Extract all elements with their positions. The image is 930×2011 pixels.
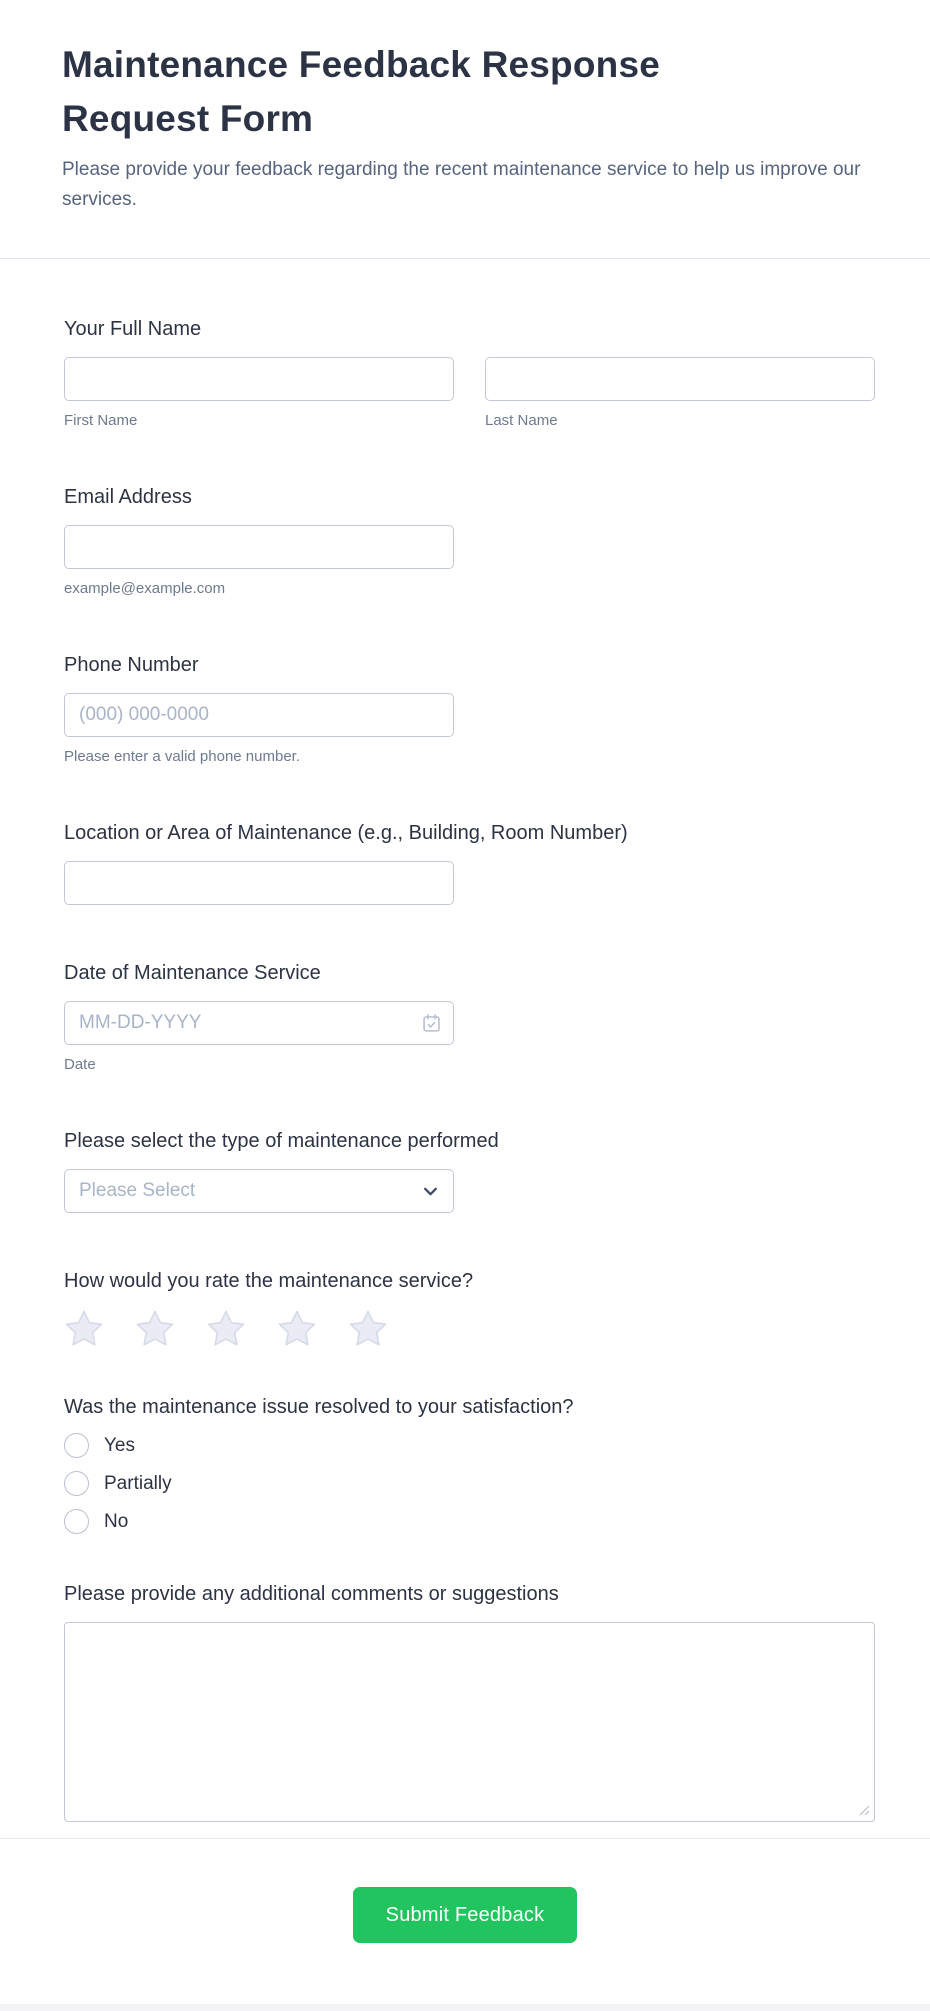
field-phone bbox=[64, 653, 875, 765]
first-name-sublabel: First Name bbox=[64, 412, 138, 430]
form-footer bbox=[0, 1839, 930, 1943]
comments-textarea[interactable] bbox=[64, 1622, 875, 1822]
field-maintenance-type bbox=[64, 1129, 875, 1213]
comments-textarea-wrap bbox=[64, 1622, 875, 1822]
comments-label: Please provide any additional comments or suggestions bbox=[64, 1583, 559, 1606]
star-icon[interactable] bbox=[206, 1309, 246, 1347]
first-name-col bbox=[64, 357, 454, 429]
field-email bbox=[64, 485, 875, 597]
phone-sublabel: Please enter a valid phone number. bbox=[64, 748, 300, 766]
phone-label: Phone Number bbox=[64, 654, 199, 677]
form-header bbox=[0, 0, 930, 214]
form-body bbox=[0, 259, 930, 1822]
date-input[interactable] bbox=[64, 1001, 454, 1045]
last-name-sublabel: Last Name bbox=[485, 412, 558, 430]
field-resolved bbox=[64, 1395, 875, 1534]
location-input[interactable] bbox=[64, 861, 454, 905]
radio-option-label: No bbox=[104, 1510, 129, 1532]
field-date bbox=[64, 961, 875, 1073]
first-name-input[interactable] bbox=[64, 357, 454, 401]
radio-option-partially[interactable] bbox=[64, 1471, 875, 1496]
email-input[interactable] bbox=[64, 525, 454, 569]
radio-icon[interactable] bbox=[64, 1433, 89, 1458]
email-label: Email Address bbox=[64, 486, 192, 509]
last-name-col bbox=[485, 357, 875, 429]
date-label: Date of Maintenance Service bbox=[64, 962, 321, 985]
resolved-radio-group bbox=[64, 1433, 875, 1534]
location-label: Location or Area of Maintenance (e.g., Building, Room Number) bbox=[64, 822, 628, 845]
submit-feedback-button[interactable]: Submit Feedback bbox=[353, 1887, 577, 1943]
star-icon[interactable] bbox=[277, 1309, 317, 1347]
star-icon[interactable] bbox=[135, 1309, 175, 1347]
page-bottom-strip bbox=[0, 2004, 930, 2011]
radio-option-label: Partially bbox=[104, 1472, 172, 1494]
name-row bbox=[64, 357, 875, 429]
resolved-label: Was the maintenance issue resolved to your satisfaction? bbox=[64, 1396, 574, 1419]
form-subtitle: Please provide your feedback regarding the recent maintenance service to help us improve our services. bbox=[62, 159, 861, 210]
field-full-name bbox=[64, 317, 875, 429]
field-location bbox=[64, 821, 875, 905]
field-rating bbox=[64, 1269, 875, 1347]
radio-option-yes[interactable] bbox=[64, 1433, 875, 1458]
date-input-wrap bbox=[64, 1001, 454, 1045]
phone-input[interactable] bbox=[64, 693, 454, 737]
radio-icon[interactable] bbox=[64, 1509, 89, 1534]
chevron-down-icon bbox=[421, 1182, 439, 1200]
last-name-input[interactable] bbox=[485, 357, 875, 401]
maintenance-type-select[interactable] bbox=[64, 1169, 454, 1213]
star-icon[interactable] bbox=[64, 1309, 104, 1347]
star-rating bbox=[64, 1309, 875, 1347]
radio-icon[interactable] bbox=[64, 1471, 89, 1496]
select-placeholder-text: Please Select bbox=[79, 1180, 196, 1202]
date-sublabel: Date bbox=[64, 1056, 96, 1074]
star-icon[interactable] bbox=[348, 1309, 388, 1347]
field-comments bbox=[64, 1582, 875, 1822]
radio-option-label: Yes bbox=[104, 1434, 135, 1456]
email-sublabel: example@example.com bbox=[64, 580, 226, 598]
rating-label: How would you rate the maintenance service? bbox=[64, 1270, 474, 1293]
maintenance-type-label: Please select the type of maintenance performed bbox=[64, 1130, 499, 1153]
full-name-label: Your Full Name bbox=[64, 318, 202, 341]
radio-option-no[interactable] bbox=[64, 1509, 875, 1534]
form-title: Maintenance Feedback Response Request Form bbox=[62, 44, 660, 139]
